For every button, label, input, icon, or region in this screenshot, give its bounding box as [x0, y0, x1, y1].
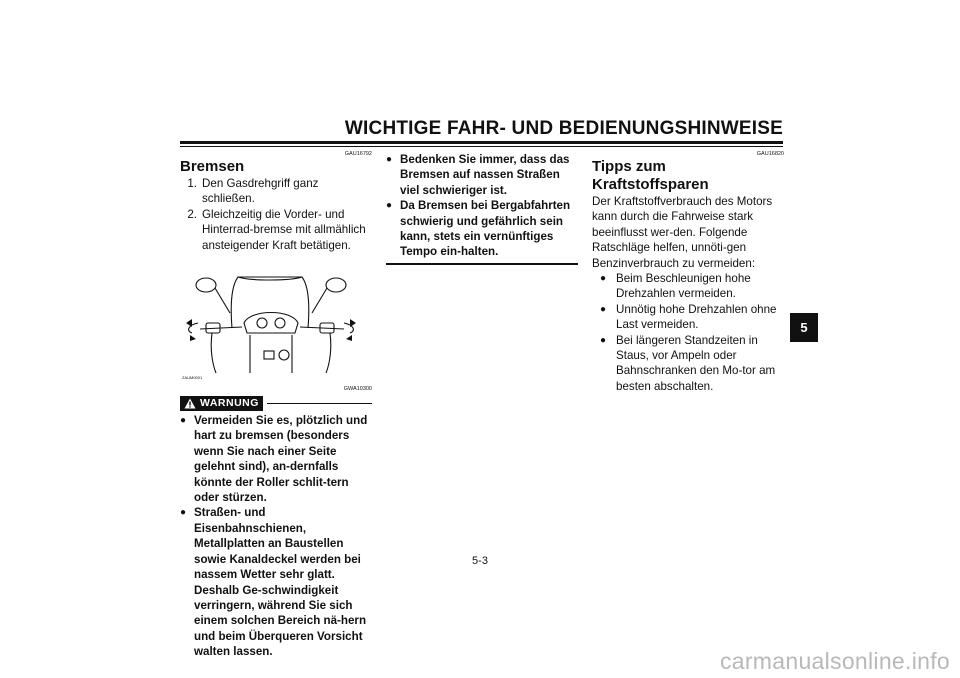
- section-code: GAU16792: [344, 151, 372, 157]
- page-number: 5-3: [472, 555, 488, 567]
- list-item: [180, 413, 372, 505]
- list-item: [600, 302, 784, 333]
- warning-badge: [180, 396, 263, 411]
- fuel-tip: Bei längeren Standzeiten in Staus, vor Ampeln oder Bahnschranken den Mo-tor am besten abschalten.: [616, 333, 776, 393]
- bullet-icon: ●: [600, 303, 607, 315]
- list-item: [180, 505, 372, 659]
- bullet-icon: ●: [386, 154, 393, 165]
- bullet-icon: ●: [600, 273, 607, 285]
- list-item: [180, 207, 372, 253]
- list-item: [600, 333, 784, 395]
- header-rule: [180, 141, 783, 144]
- handlebar-drawing-icon: [180, 273, 372, 373]
- warning-text: Bedenken Sie immer, dass das Bremsen auf nassen Straßen viel schwieriger ist.: [400, 153, 570, 197]
- warning-code: GWA10300: [343, 386, 372, 393]
- warning-header: [180, 396, 372, 411]
- list-item: [386, 152, 578, 198]
- warning-bullets-continued: [386, 152, 578, 260]
- warning-end-rule: [386, 263, 578, 265]
- warning-text: Vermeiden Sie es, plötzlich und hart zu bremsen (besonders wenn Sie nach einer Seite gelehnt sind), an-dernfalls könnte der Roller schlit-tern oder stürzen.: [194, 414, 368, 505]
- section-title-fuel: Tipps zum Kraftstoffsparen: [592, 158, 709, 193]
- warning-label: WARNUNG: [200, 396, 259, 409]
- list-item: [386, 198, 578, 260]
- handlebar-illustration: [180, 273, 372, 380]
- step-text: Gleichzeitig die Vorder- und Hinterrad-bremse mit allmählich ansteigender Kraft betätigen.: [202, 207, 366, 252]
- column-middle: [386, 152, 578, 265]
- fuel-intro: Der Kraftstoffverbrauch des Motors kann durch die Fahrweise stark beeinflusst wer-den. Folgende Ratschläge helfen, unnöti-gen Benzinverbrauch zu vermeiden:: [592, 195, 773, 270]
- section-code: GAU16820: [756, 151, 784, 157]
- fuel-bullets: [592, 271, 784, 394]
- brake-steps: [180, 176, 372, 253]
- step-number: 1.: [187, 177, 197, 190]
- bullet-icon: ●: [180, 415, 187, 427]
- warning-triangle-icon: [184, 398, 196, 409]
- bullet-icon: ●: [180, 507, 187, 519]
- bullet-icon: ●: [386, 200, 393, 212]
- illustration-code: ZAUM0001: [182, 374, 203, 380]
- column-left: [180, 150, 372, 660]
- bullet-icon: ●: [600, 334, 607, 346]
- step-text: Den Gasdrehgriff ganz schließen.: [202, 177, 319, 206]
- warning-text: Da Bremsen bei Bergabfahrten schwierig und gefährlich sein kann, stets ein vernünftiges Tempo ein-halten.: [400, 199, 571, 259]
- chapter-tab: 5: [790, 313, 818, 342]
- column-right: [592, 150, 784, 394]
- page-header-title: WICHTIGE FAHR- UND BEDIENUNGSHINWEISE: [344, 118, 783, 139]
- warning-bullets: [180, 413, 372, 660]
- header-rule-thin: [180, 146, 783, 147]
- section-title-brakes: Bremsen: [180, 158, 245, 175]
- list-item: [180, 176, 372, 207]
- fuel-tip: Unnötig hohe Drehzahlen ohne Last vermeiden.: [616, 302, 777, 332]
- fuel-tip: Beim Beschleunigen hohe Drehzahlen vermeiden.: [616, 272, 751, 301]
- list-item: [600, 271, 784, 302]
- warning-text: Straßen- und Eisenbahnschienen, Metallplatten an Baustellen sowie Kanaldeckel werden bei nassem Wetter sehr glatt. Deshalb Ge-schwindigkeit verringern, während Sie sich einem solchen Bereich nä-hern und beim Überqueren Vorsicht walten lassen.: [194, 506, 367, 659]
- step-number: 2.: [187, 207, 197, 221]
- watermark: carmanualsonline.info: [719, 648, 950, 674]
- warning-rule: [267, 403, 372, 404]
